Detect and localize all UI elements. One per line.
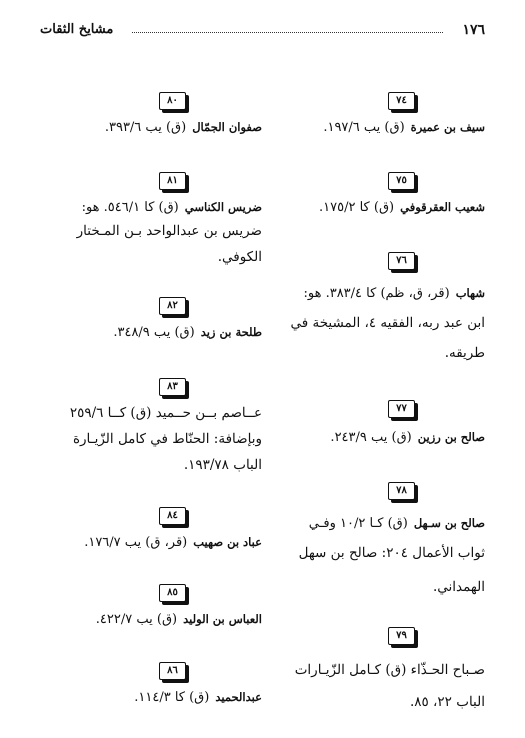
narrator-name: شهاب	[455, 286, 485, 300]
entry-line	[82, 196, 262, 219]
narrator-name: عباد بن صهيب	[193, 535, 262, 549]
entry-number-badge: ٨٢	[159, 297, 186, 315]
entry-number-badge: ٨٠	[159, 92, 186, 110]
entry-number-badge: ٧٤	[388, 92, 415, 110]
entry-continuation: وبإضافة: الحنّاط في كامل الزّيـارة	[72, 431, 262, 447]
entry-reference: (ق) يب ٤٢٢/٧.	[95, 612, 178, 627]
entry-continuation: طريقه.	[444, 345, 485, 361]
narrator-name: سيف بن عميرة	[410, 120, 485, 134]
entry-continuation: ابن عبد ربه، الفقيه ٤، المشيخة في	[290, 315, 485, 331]
entry-reference: (ق) كا ١٧٥/٢.	[319, 200, 395, 215]
entry-number-badge: ٨١	[159, 172, 186, 190]
entry-number-badge: ٨٣	[159, 378, 186, 396]
narrator-name: طلحة بن زيد	[200, 325, 262, 339]
entry-continuation: ثواب الأعمال ٢٠٤: صالح بن سهل	[298, 545, 485, 561]
entry-reference: (ق) يب ٢٤٣/٩.	[330, 430, 412, 445]
entry-reference: (ق) يب ٣٩٣/٦.	[104, 120, 187, 135]
entry-line	[304, 282, 486, 305]
entry-continuation: الكوفي.	[217, 249, 262, 265]
entry-reference: (ق) كـا ١٠/٢ وفـي	[308, 516, 408, 531]
entry-number-badge: ٨٤	[159, 507, 186, 525]
narrator-name: عبدالحميد	[215, 690, 262, 704]
page-number: ١٧٦	[462, 22, 485, 38]
right-column	[255, 0, 485, 738]
running-title: مشايخ الثقات	[40, 22, 114, 37]
left-column	[32, 0, 262, 738]
narrator-name: ضريس الكناسي	[184, 200, 262, 214]
entry-number-badge: ٧٥	[388, 172, 415, 190]
narrator-name: صالح بن سـهل	[413, 516, 485, 530]
entry-reference: (ق) كا ٥٤٦/١. هو:	[81, 200, 179, 215]
entry-continuation: الهمداني.	[432, 579, 485, 595]
entry-number-badge: ٨٦	[159, 662, 186, 680]
entry-line	[84, 531, 262, 554]
narrator-name: العباس بن الوليد	[183, 612, 262, 626]
entry-reference: (ق) يب ٣٤٨/٩.	[113, 325, 195, 340]
entry-reference: (قر، ق) يب ١٧٦/٧.	[84, 535, 188, 550]
entry-line	[309, 512, 485, 535]
narrator-name: صفوان الجمّال	[192, 120, 262, 134]
entry-line: صـباح الحـذّاء (ق) كـامل الزّيـارات	[294, 662, 485, 678]
entry-number-badge: ٨٥	[159, 584, 186, 602]
narrator-name: صالح بن رزين	[417, 430, 485, 444]
entry-continuation: الباب ١٩٣/٧٨.	[183, 457, 262, 473]
entry-line	[96, 608, 262, 631]
entry-line	[134, 686, 262, 709]
narrator-name: شعيب العقرقوفي	[400, 200, 485, 214]
entry-line	[319, 196, 485, 219]
entry-line	[323, 116, 485, 139]
entry-reference: (ق) كا ١١٤/٣.	[134, 690, 210, 705]
entry-continuation: الباب ٢٢، ٨٥.	[409, 694, 485, 710]
entry-continuation: ضريس بن عبدالواحد بـن المـختار	[76, 223, 262, 239]
entry-reference: (ق) يب ١٩٧/٦.	[323, 120, 405, 135]
entry-number-badge: ٧٨	[388, 482, 415, 500]
entry-line	[105, 116, 262, 139]
entry-number-badge: ٧٧	[388, 400, 415, 418]
entry-line	[330, 426, 485, 449]
entry-number-badge: ٧٦	[388, 252, 415, 270]
entry-line	[113, 321, 262, 344]
entry-reference: (قر، ق، ظم) كا ٣٨٣/٤. هو:	[303, 286, 450, 301]
entry-line: عــاصم بــن حــميد (ق) كــا ٢٥٩/٦	[69, 405, 262, 421]
entry-number-badge: ٧٩	[388, 627, 415, 645]
